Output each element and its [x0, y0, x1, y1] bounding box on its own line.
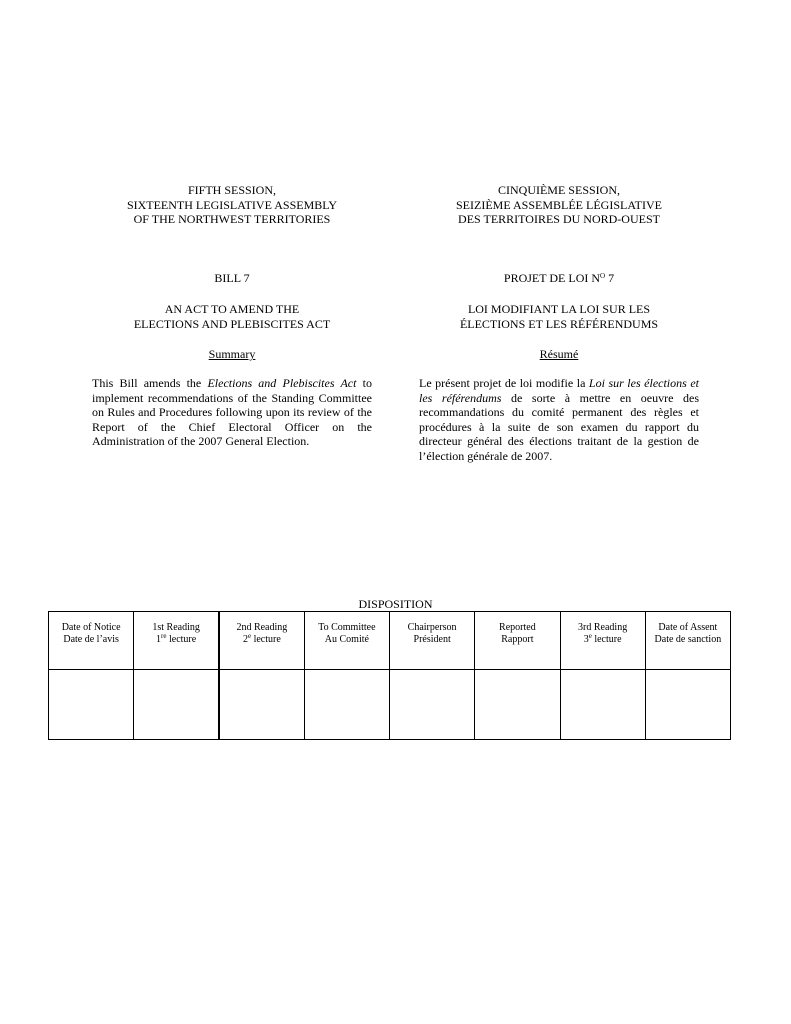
disposition-table — [48, 611, 731, 740]
french-bill-sup: O — [600, 272, 606, 280]
disposition-col-1st-reading — [134, 612, 219, 670]
col-fr-label — [563, 634, 643, 646]
disposition-cell-chairperson — [390, 670, 475, 740]
english-title-line-1: AN ACT TO AMEND THE — [164, 302, 300, 316]
disposition-cell-3rd-reading — [560, 670, 645, 740]
disposition-col-date-of-assent — [645, 612, 730, 670]
col-en-label: To Committee — [318, 622, 376, 633]
col-fr-sup: e — [247, 632, 252, 640]
disposition-col-2nd-reading — [219, 612, 304, 670]
col-fr-label — [51, 634, 131, 646]
col-fr-text: 1 — [156, 634, 162, 645]
french-summary-act-name: Loi sur les élections et les référendums — [419, 376, 699, 405]
english-header-line-2: SIXTEENTH LEGISLATIVE ASSEMBLY — [126, 197, 338, 212]
disposition-col-3rd-reading — [560, 612, 645, 670]
col-fr-text: Rapport — [501, 634, 534, 645]
french-header-line-2: SEIZIÈME ASSEMBLÉE LÉGISLATIVE — [456, 197, 662, 212]
french-bill-number — [419, 271, 699, 286]
col-fr-label — [392, 634, 472, 646]
french-summary-pre: Le présent projet de loi modifie la — [419, 376, 589, 390]
col-fr-label — [222, 634, 302, 646]
disposition-col-to-committee — [304, 612, 389, 670]
english-title-line-2: ELECTIONS AND PLEBISCITES ACT — [133, 316, 331, 331]
french-header-line-1: CINQUIÈME SESSION, — [497, 183, 620, 197]
english-summary-heading-text: Summary — [208, 347, 256, 361]
french-title-line-1: LOI MODIFIANT LA LOI SUR LES — [467, 302, 651, 316]
disposition-col-chairperson — [390, 612, 475, 670]
french-header — [419, 183, 699, 227]
french-bill-title — [419, 302, 699, 331]
french-bill-pre: PROJET DE LOI N — [503, 271, 601, 285]
french-summary-heading-text: Résumé — [539, 347, 579, 361]
english-summary — [92, 376, 372, 449]
col-en-label: 2nd Reading — [236, 622, 288, 633]
english-summary-pre: This Bill amends the — [92, 376, 208, 390]
disposition-cell-date-of-assent — [645, 670, 730, 740]
french-bill-post: 7 — [605, 271, 615, 285]
col-fr-label — [648, 634, 728, 646]
english-summary-act-name: Elections and Plebiscites Act — [207, 376, 357, 390]
col-en-label: 1st Reading — [152, 622, 200, 633]
col-en-label: Date of Assent — [658, 622, 718, 633]
french-summary-heading — [419, 347, 699, 362]
col-fr-post: lecture — [166, 634, 197, 645]
english-summary-post: to implement recommendations of the Standing Committee on Rules and Procedures following upon its review of the Report of the Chief Electoral Officer on the Administration of the 2007 General Election. — [92, 376, 372, 448]
disposition-cell-1st-reading — [134, 670, 219, 740]
col-en-label: Date of Notice — [61, 622, 121, 633]
english-header-line-1: FIFTH SESSION, — [187, 183, 277, 197]
disposition-cell-reported — [475, 670, 560, 740]
disposition-header-row — [49, 612, 731, 670]
col-fr-post: lecture — [591, 634, 622, 645]
french-summary — [419, 376, 699, 463]
col-fr-text: 3 — [583, 634, 589, 645]
disposition-title: DISPOSITION — [358, 597, 433, 611]
english-bill-number: BILL 7 — [214, 271, 250, 285]
col-fr-label — [477, 634, 557, 646]
col-en-label: Reported — [499, 622, 536, 633]
col-fr-label — [307, 634, 387, 646]
col-fr-post: lecture — [251, 634, 281, 645]
french-header-line-3: DES TERRITOIRES DU NORD-OUEST — [458, 212, 660, 226]
col-fr-text: Date de l’avis — [63, 634, 119, 645]
disposition-col-date-of-notice — [49, 612, 134, 670]
col-fr-sup: re — [161, 632, 167, 640]
french-title-line-2: ÉLECTIONS ET LES RÉFÉRENDUMS — [459, 316, 659, 331]
disposition-cell-to-committee — [304, 670, 389, 740]
french-summary-post: de sorte à mettre en oeuvre des recommandations du comité permanent des règles et procédures à la suite de son examen du rapport du directeur général des élections traitant de la gestion de l’élection générale de 2007. — [419, 390, 699, 463]
english-header-line-3: OF THE NORTHWEST TERRITORIES — [133, 212, 331, 226]
col-fr-text: Date de sanction — [654, 634, 722, 645]
disposition-cell-date-of-notice — [49, 670, 134, 740]
disposition-entry-row — [49, 670, 731, 740]
col-fr-text: Au Comité — [324, 634, 369, 645]
disposition-col-reported — [475, 612, 560, 670]
col-en-label: Chairperson — [407, 622, 457, 633]
english-bill-title — [92, 302, 372, 331]
col-fr-label — [136, 634, 216, 646]
col-fr-sup: e — [588, 632, 592, 640]
col-en-label: 3rd Reading — [578, 622, 628, 633]
disposition-cell-2nd-reading — [219, 670, 304, 740]
english-summary-heading — [92, 347, 372, 362]
col-fr-text: 2 — [242, 634, 248, 645]
col-fr-text: Président — [413, 634, 451, 645]
english-header — [92, 183, 372, 227]
